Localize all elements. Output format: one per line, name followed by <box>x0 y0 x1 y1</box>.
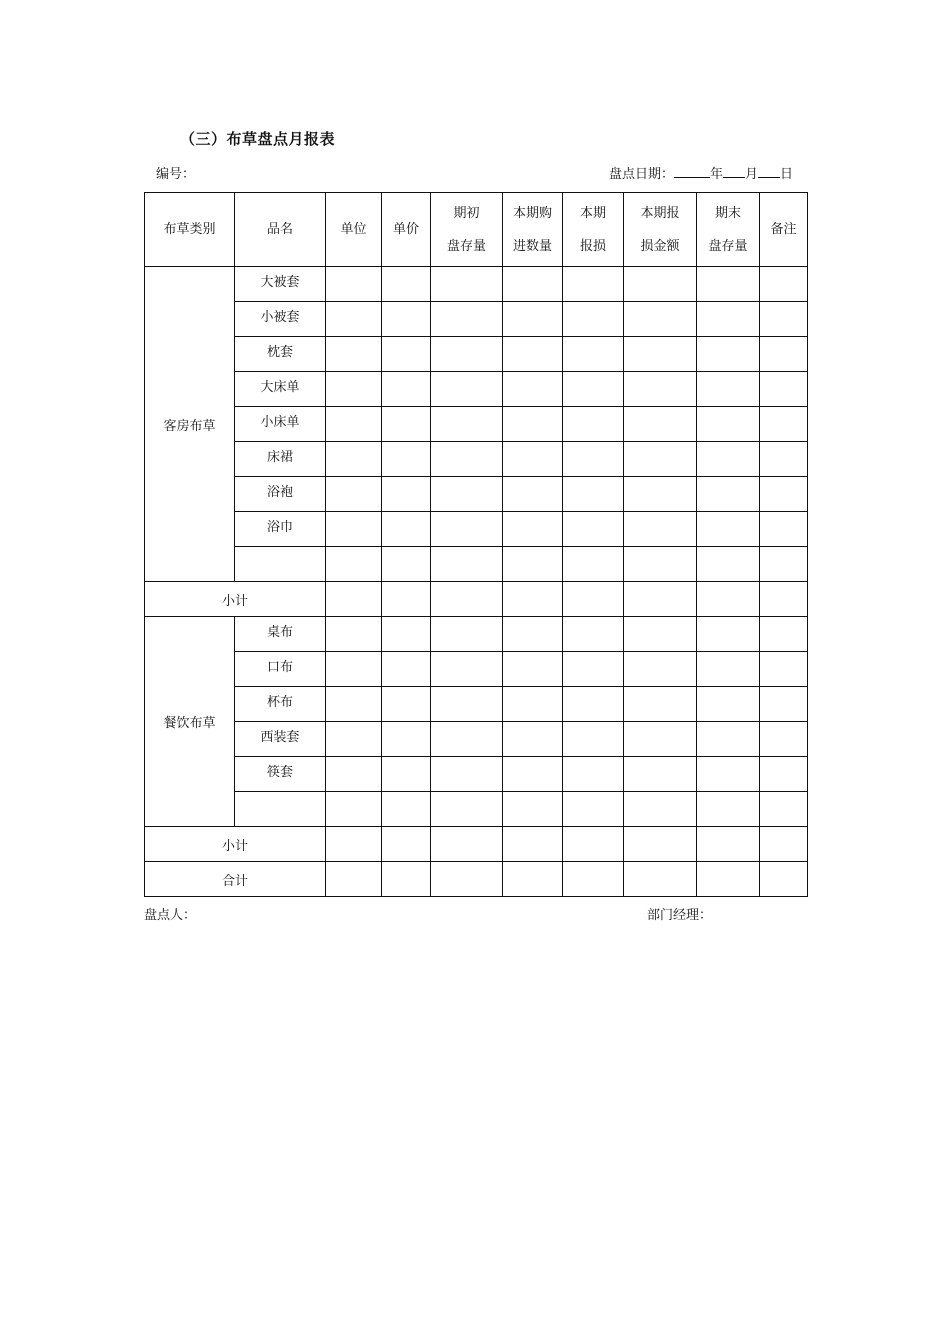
totals-section <box>145 827 808 897</box>
table-cell[interactable] <box>382 652 431 687</box>
table-cell[interactable] <box>431 372 503 407</box>
table-row <box>145 372 808 407</box>
table-cell[interactable] <box>431 652 503 687</box>
table-row <box>145 442 808 477</box>
table-cell[interactable] <box>431 407 503 442</box>
table-cell[interactable] <box>563 302 624 337</box>
header-loss-amount: 本期报 损金额 <box>624 193 697 267</box>
manager-signature-label: 部门经理： <box>647 908 713 923</box>
table-cell[interactable] <box>760 687 808 722</box>
table-cell[interactable] <box>697 757 760 792</box>
header-remarks: 备注 <box>760 193 808 267</box>
table-cell[interactable] <box>624 792 697 827</box>
table-cell[interactable] <box>624 337 697 372</box>
table-cell[interactable] <box>760 722 808 757</box>
table-cell[interactable] <box>382 372 431 407</box>
table-cell[interactable] <box>624 477 697 512</box>
table-cell[interactable] <box>697 547 760 582</box>
table-cell[interactable] <box>326 372 382 407</box>
table-cell[interactable] <box>326 652 382 687</box>
table-cell[interactable] <box>326 582 382 617</box>
table-cell[interactable] <box>697 407 760 442</box>
header-purchase-qty: 本期购 进数量 <box>503 193 563 267</box>
table-cell[interactable] <box>503 827 563 862</box>
table-cell[interactable] <box>697 617 760 652</box>
item-name-cell[interactable]: 枕套 <box>235 337 326 372</box>
table-cell[interactable] <box>431 302 503 337</box>
table-cell[interactable] <box>431 337 503 372</box>
table-cell[interactable] <box>503 547 563 582</box>
room-subtotal-label: 小计 <box>145 582 326 617</box>
table-cell[interactable] <box>697 652 760 687</box>
table-cell[interactable] <box>697 302 760 337</box>
day-blank[interactable] <box>758 164 780 178</box>
table-cell[interactable] <box>760 407 808 442</box>
table-cell[interactable] <box>563 722 624 757</box>
table-cell[interactable] <box>382 687 431 722</box>
table-cell[interactable] <box>382 407 431 442</box>
table-cell[interactable] <box>624 547 697 582</box>
table-cell[interactable] <box>382 442 431 477</box>
table-cell[interactable] <box>382 512 431 547</box>
table-cell[interactable] <box>697 792 760 827</box>
item-name-cell[interactable]: 西装套 <box>235 722 326 757</box>
linen-inventory-table <box>144 192 808 897</box>
table-cell[interactable] <box>760 757 808 792</box>
table-cell[interactable] <box>624 687 697 722</box>
table-cell[interactable] <box>624 442 697 477</box>
table-cell[interactable] <box>624 407 697 442</box>
room-subtotal-section <box>145 582 808 617</box>
dining-linen-category: 餐饮布草 <box>145 617 235 827</box>
table-cell[interactable] <box>431 547 503 582</box>
header-category: 布草类别 <box>145 193 235 267</box>
table-cell[interactable] <box>697 442 760 477</box>
serial-number-label: 编号： <box>156 167 196 182</box>
month-blank[interactable] <box>723 164 745 178</box>
table-row <box>145 512 808 547</box>
table-row <box>145 652 808 687</box>
table-cell[interactable] <box>326 442 382 477</box>
table-cell[interactable] <box>624 372 697 407</box>
table-cell[interactable] <box>697 372 760 407</box>
table-cell[interactable] <box>431 617 503 652</box>
table-cell[interactable] <box>431 722 503 757</box>
table-cell[interactable] <box>697 267 760 302</box>
table-cell[interactable] <box>503 372 563 407</box>
table-cell[interactable] <box>760 792 808 827</box>
table-cell[interactable] <box>326 757 382 792</box>
table-cell[interactable] <box>503 687 563 722</box>
table-cell[interactable] <box>431 687 503 722</box>
table-cell[interactable] <box>503 792 563 827</box>
table-cell[interactable] <box>326 722 382 757</box>
header-price: 单价 <box>382 193 431 267</box>
day-label: 日 <box>779 167 793 182</box>
item-name-cell[interactable]: 筷套 <box>235 757 326 792</box>
table-cell[interactable] <box>697 512 760 547</box>
table-cell[interactable] <box>697 687 760 722</box>
table-cell[interactable] <box>382 302 431 337</box>
table-cell[interactable] <box>760 862 808 897</box>
item-name-cell[interactable]: 桌布 <box>235 617 326 652</box>
table-row <box>145 757 808 792</box>
table-cell[interactable] <box>624 827 697 862</box>
header-loss: 本期 报损 <box>563 193 624 267</box>
table-cell[interactable] <box>697 582 760 617</box>
table-cell[interactable] <box>326 547 382 582</box>
table-cell[interactable] <box>563 792 624 827</box>
table-cell[interactable] <box>760 512 808 547</box>
table-cell[interactable] <box>382 792 431 827</box>
table-cell[interactable] <box>382 827 431 862</box>
table-cell[interactable] <box>382 862 431 897</box>
table-cell[interactable] <box>431 477 503 512</box>
table-cell[interactable] <box>697 477 760 512</box>
grand-total-row <box>145 862 808 897</box>
table-cell[interactable] <box>431 827 503 862</box>
table-cell[interactable] <box>382 477 431 512</box>
table-cell[interactable] <box>382 337 431 372</box>
table-cell[interactable] <box>563 267 624 302</box>
item-name-cell[interactable] <box>235 792 326 827</box>
table-cell[interactable] <box>503 337 563 372</box>
table-cell[interactable] <box>326 687 382 722</box>
table-cell[interactable] <box>563 547 624 582</box>
table-cell[interactable] <box>431 582 503 617</box>
table-cell[interactable] <box>563 582 624 617</box>
table-cell[interactable] <box>563 477 624 512</box>
room-subtotal-row <box>145 582 808 617</box>
table-cell[interactable] <box>326 792 382 827</box>
table-cell[interactable] <box>760 337 808 372</box>
month-label: 月 <box>744 167 758 182</box>
table-cell[interactable] <box>503 267 563 302</box>
table-cell[interactable] <box>697 827 760 862</box>
table-cell[interactable] <box>326 862 382 897</box>
dining-linen-section <box>145 617 808 827</box>
table-cell[interactable] <box>624 302 697 337</box>
item-name-cell[interactable]: 大床单 <box>235 372 326 407</box>
table-row <box>145 477 808 512</box>
year-blank[interactable] <box>674 164 710 178</box>
table-cell[interactable] <box>760 372 808 407</box>
header-unit: 单位 <box>326 193 382 267</box>
table-cell[interactable] <box>760 547 808 582</box>
table-cell[interactable] <box>503 757 563 792</box>
table-cell[interactable] <box>563 512 624 547</box>
table-cell[interactable] <box>563 652 624 687</box>
header-opening-stock: 期初 盘存量 <box>431 193 503 267</box>
table-cell[interactable] <box>326 512 382 547</box>
table-cell[interactable] <box>624 617 697 652</box>
item-name-cell[interactable]: 小被套 <box>235 302 326 337</box>
table-row <box>145 337 808 372</box>
table-cell[interactable] <box>503 407 563 442</box>
table-cell[interactable] <box>503 722 563 757</box>
table-cell[interactable] <box>326 407 382 442</box>
table-cell[interactable] <box>697 862 760 897</box>
dining-subtotal-row <box>145 827 808 862</box>
table-cell[interactable] <box>563 757 624 792</box>
table-cell[interactable] <box>503 442 563 477</box>
table-cell[interactable] <box>624 267 697 302</box>
header-row <box>145 193 808 267</box>
table-cell[interactable] <box>326 617 382 652</box>
table-cell[interactable] <box>503 302 563 337</box>
table-cell[interactable] <box>563 372 624 407</box>
table-cell[interactable] <box>697 337 760 372</box>
table-cell[interactable] <box>760 442 808 477</box>
table-cell[interactable] <box>503 477 563 512</box>
table-cell[interactable] <box>382 617 431 652</box>
table-cell[interactable] <box>760 652 808 687</box>
table-cell[interactable] <box>563 442 624 477</box>
inventory-date <box>609 163 793 182</box>
item-name-cell[interactable]: 口布 <box>235 652 326 687</box>
header-closing-stock: 期末 盘存量 <box>697 193 760 267</box>
table-cell[interactable] <box>503 862 563 897</box>
table-cell[interactable] <box>326 302 382 337</box>
table-cell[interactable] <box>563 687 624 722</box>
table-cell[interactable] <box>760 827 808 862</box>
table-cell[interactable] <box>624 722 697 757</box>
dining-subtotal-label: 小计 <box>145 827 326 862</box>
table-cell[interactable] <box>624 582 697 617</box>
table-cell[interactable] <box>503 582 563 617</box>
counter-signature-label: 盘点人： <box>144 908 197 923</box>
table-cell[interactable] <box>624 757 697 792</box>
table-cell[interactable] <box>431 267 503 302</box>
table-cell[interactable] <box>326 827 382 862</box>
item-name-cell[interactable]: 床裙 <box>235 442 326 477</box>
table-cell[interactable] <box>503 652 563 687</box>
table-row <box>145 617 808 652</box>
table-cell[interactable] <box>382 547 431 582</box>
table-cell[interactable] <box>326 337 382 372</box>
table-cell[interactable] <box>760 582 808 617</box>
table-cell[interactable] <box>326 267 382 302</box>
table-row <box>145 687 808 722</box>
table-row <box>145 407 808 442</box>
table-row <box>145 267 808 302</box>
table-cell[interactable] <box>503 617 563 652</box>
table-cell[interactable] <box>760 477 808 512</box>
table-row <box>145 722 808 757</box>
table-cell[interactable] <box>760 617 808 652</box>
table-cell[interactable] <box>382 722 431 757</box>
table-cell[interactable] <box>503 512 563 547</box>
table-cell[interactable] <box>624 512 697 547</box>
room-linen-section <box>145 267 808 582</box>
table-row <box>145 792 808 827</box>
inventory-date-label: 盘点日期： <box>608 167 674 182</box>
item-name-cell[interactable]: 小床单 <box>235 407 326 442</box>
table-row <box>145 547 808 582</box>
item-name-cell[interactable]: 杯布 <box>235 687 326 722</box>
room-linen-category: 客房布草 <box>145 267 235 582</box>
table-cell[interactable] <box>563 827 624 862</box>
table-cell[interactable] <box>382 582 431 617</box>
table-cell[interactable] <box>431 792 503 827</box>
table-cell[interactable] <box>697 722 760 757</box>
page-title: （三）布草盘点月报表 <box>180 130 336 148</box>
item-name-cell[interactable]: 浴袍 <box>235 477 326 512</box>
table-cell[interactable] <box>431 757 503 792</box>
table-cell[interactable] <box>382 267 431 302</box>
grand-total-label: 合计 <box>145 862 326 897</box>
table-cell[interactable] <box>563 862 624 897</box>
header-name: 品名 <box>235 193 326 267</box>
table-cell[interactable] <box>326 477 382 512</box>
table-cell[interactable] <box>624 862 697 897</box>
year-label: 年 <box>709 167 723 182</box>
item-name-cell[interactable]: 浴巾 <box>235 512 326 547</box>
table-cell[interactable] <box>431 512 503 547</box>
table-cell[interactable] <box>431 442 503 477</box>
table-cell[interactable] <box>563 337 624 372</box>
table-cell[interactable] <box>760 267 808 302</box>
table-cell[interactable] <box>760 302 808 337</box>
table-cell[interactable] <box>563 407 624 442</box>
table-cell[interactable] <box>563 617 624 652</box>
table-cell[interactable] <box>382 757 431 792</box>
table-cell[interactable] <box>624 652 697 687</box>
item-name-cell[interactable]: 大被套 <box>235 267 326 302</box>
table-cell[interactable] <box>431 862 503 897</box>
table-row <box>145 302 808 337</box>
item-name-cell[interactable] <box>235 547 326 582</box>
